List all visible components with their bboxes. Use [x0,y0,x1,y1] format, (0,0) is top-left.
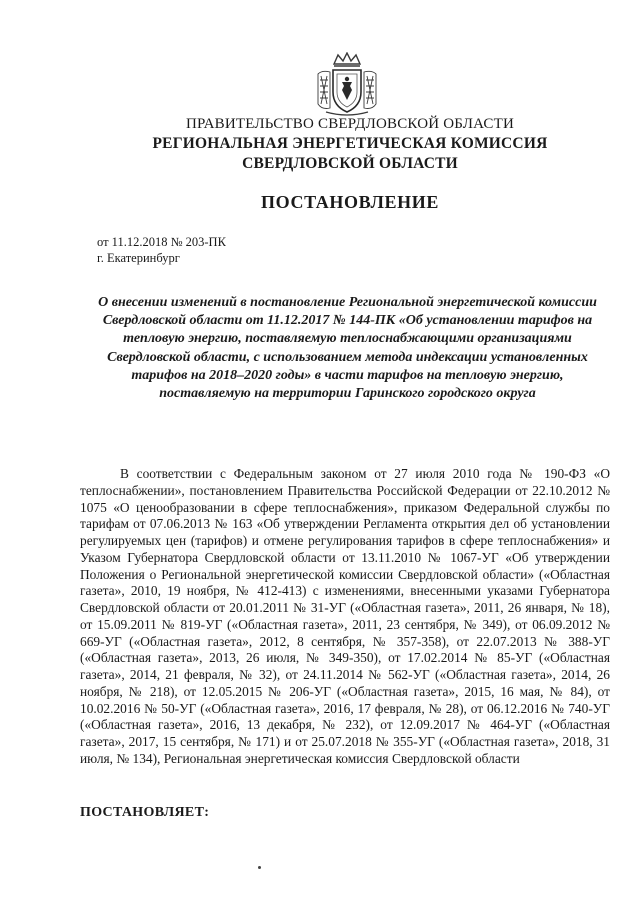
document-city: г. Екатеринбург [97,251,180,265]
region-name: СВЕРДЛОВСКОЙ ОБЛАСТИ [242,155,458,172]
document-subject: О внесении изменений в постановление Региональной энергетической комиссии Свердловской области от 11.12.2017 № 144-ПК «Об установлении тарифов на тепловую энергию, поставляемую теплоснабжающими организациями Свердловской области, с использованием метода индексации установленных тарифов на 2018–2020 годы» в части тарифов на тепловую энергию, поставляемую на территории Гаринского городского округа [98,295,597,402]
coat-of-arms-icon [312,52,382,118]
scan-mark [258,866,261,869]
preamble-paragraph: В соответствии с Федеральным законом от 27 июля 2010 года № 190-ФЗ «О теплоснабжении», постановлением Правительства Российской Федерации от 22.10.2012 № 1075 «О ценообразовании в сфере теплоснабжения», приказом Федеральной службы по тарифам от 07.06.2013 № 163 «Об утверждении Регламента открытия дел об установлении регулируемых цен (тарифов) и отмене регулирования тарифов в сфере теплоснабжения» и Указом Губернатора Свердловской области от 13.11.2010 № 1067-УГ «Об утверждении Положения о Региональной энергетической комиссии Свердловской области» («Областная газета», 2010, 19 ноября, № 412-413) с изменениями, внесенными указами Губернатора Свердловской области от 20.01.2011 № 31-УГ («Областная газета», 2011, 26 января, № 18), от 15.09.2011 № 819-УГ («Областная газета», 2011, 23 сентября, № 349), от 06.09.2012 № 669-УГ («Областная газета», 2012, 8 сентября, № 357-358), от 22.07.2013 № 388-УГ («Областная газета», 2013, 26 июля, № 349-350), от 17.02.2014 № 85-УГ («Областная газета», 2014, 21 февраля, № 32), от 24.11.2014 № 562-УГ («Областная газета», 2014, 26 ноября, № 218), от 12.05.2015 № 206-УГ («Областная газета», 2015, 16 мая, № 84), от 10.02.2016 № 50-УГ («Областная газета», 2016, 17 февраля, № 28), от 06.12.2016 № 740-УГ («Областная газета», 2016, 13 декабря, № 232), от 12.09.2017 № 464-УГ («Областная газета», 2017, 15 сентября, № 171) и от 25.07.2018 № 355-УГ («Областная газета», 2018, 31 июля, № 134), Региональная энергетическая комиссия Свердловской области [80,466,610,766]
document-date-number: от 11.12.2018 № 203-ПК [97,235,226,249]
document-title: ПОСТАНОВЛЕНИЕ [261,192,439,212]
commission-name: РЕГИОНАЛЬНАЯ ЭНЕРГЕТИЧЕСКАЯ КОМИССИЯ [152,135,548,152]
government-name: ПРАВИТЕЛЬСТВО СВЕРДЛОВСКОЙ ОБЛАСТИ [185,116,515,132]
decree-heading: ПОСТАНОВЛЯЕТ: [80,805,210,820]
